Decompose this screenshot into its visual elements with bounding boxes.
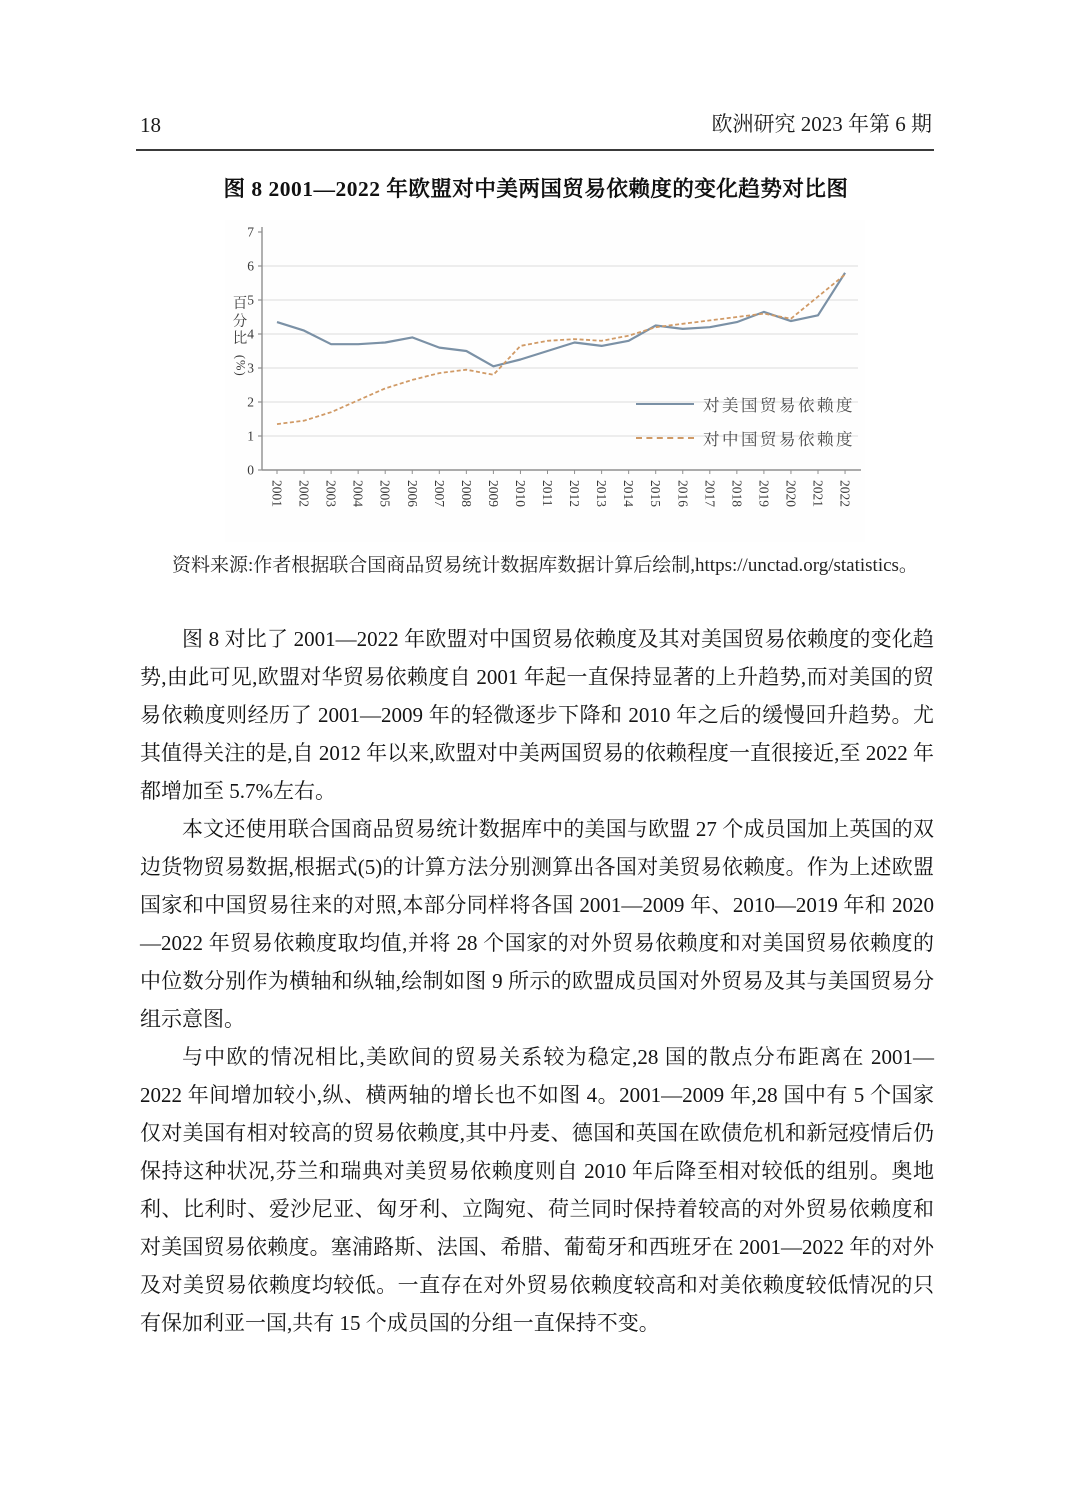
body-text	[140, 620, 934, 1342]
svg-text:0: 0	[247, 462, 254, 478]
us-series-line	[277, 273, 845, 367]
svg-text:3: 3	[247, 360, 254, 376]
legend-item-china	[636, 426, 855, 450]
svg-text:2019: 2019	[756, 480, 772, 507]
svg-text:2016: 2016	[675, 480, 691, 507]
svg-text:2017: 2017	[702, 480, 718, 507]
chart-legend	[636, 392, 855, 450]
svg-text:2004: 2004	[350, 480, 366, 507]
page-number: 18	[140, 113, 161, 137]
svg-text:2005: 2005	[377, 480, 393, 507]
svg-text:2011: 2011	[540, 480, 555, 507]
legend-label-china: 对中国贸易依赖度	[703, 430, 855, 449]
svg-text:2013: 2013	[594, 480, 610, 507]
running-head	[140, 108, 932, 138]
figure-8-chart	[225, 220, 865, 542]
svg-text:2018: 2018	[729, 480, 745, 507]
header-rule	[136, 149, 934, 151]
svg-text:2009: 2009	[485, 480, 501, 507]
svg-text:2021: 2021	[810, 480, 826, 507]
svg-text:2020: 2020	[783, 480, 799, 507]
china-line-swatch-icon	[636, 437, 694, 439]
svg-text:2008: 2008	[458, 480, 474, 507]
svg-text:7: 7	[247, 224, 254, 240]
svg-text:6: 6	[247, 258, 254, 274]
x-ticks	[270, 470, 853, 507]
paragraph-2: 本文还使用联合国商品贸易统计数据库中的美国与欧盟 27 个成员国加上英国的双边货物贸易数据,根据式(5)的计算方法分别测算出各国对美贸易依赖度。作为上述欧盟国家和中国贸易往来的对照,本部分同样将各国 2001—2009 年、2010—2019 年和 2020—2022 年贸易依赖度取均值,并将 28 个国家的对外贸易依赖度和对美国贸易依赖度的中位数分别作为横轴和纵轴,绘制如图 9 所示的欧盟成员国对外贸易及其与美国贸易分组示意图。	[140, 817, 934, 1031]
svg-text:2003: 2003	[323, 480, 339, 507]
y-axis-title: 百 分 比 (%)	[232, 296, 248, 377]
svg-text:2006: 2006	[404, 480, 420, 507]
svg-text:2007: 2007	[431, 480, 447, 507]
svg-text:5: 5	[247, 292, 254, 308]
svg-text:2014: 2014	[621, 480, 637, 507]
trend-line-chart	[225, 220, 865, 542]
svg-text:2: 2	[247, 394, 254, 410]
svg-text:2012: 2012	[567, 480, 583, 507]
paragraph-1: 图 8 对比了 2001—2022 年欧盟对中国贸易依赖度及其对美国贸易依赖度的变化趋势,由此可见,欧盟对华贸易依赖度自 2001 年起一直保持显著的上升趋势,而对美国的贸易依赖度则经历了 2001—2009 年的轻微逐步下降和 2010 年之后的缓慢回升趋势。尤其值得关注的是,自 2012 年以来,欧盟对中美两国贸易的依赖程度一直很接近,至 2022 年都增加至 5.7%左右。	[140, 627, 934, 803]
svg-text:2010: 2010	[512, 480, 528, 507]
figure-source-note: 资料来源:作者根据联合国商品贸易统计数据库数据计算后绘制,https://unctad.org/statistics。	[172, 555, 918, 576]
figure-8-title: 图 8 2001—2022 年欧盟对中美两国贸易依赖度的变化趋势对比图	[223, 177, 849, 201]
svg-text:2002: 2002	[296, 480, 312, 507]
svg-text:1: 1	[247, 428, 254, 444]
svg-text:2022: 2022	[837, 480, 853, 507]
svg-text:2001: 2001	[269, 480, 285, 507]
legend-label-us: 对美国贸易依赖度	[703, 396, 855, 415]
svg-text:2015: 2015	[648, 480, 664, 507]
journal-issue-info: 欧洲研究 2023 年第 6 期	[711, 112, 932, 136]
legend-item-us	[636, 392, 855, 416]
us-line-swatch-icon	[636, 403, 694, 405]
paragraph-3: 与中欧的情况相比,美欧间的贸易关系较为稳定,28 国的散点分布距离在 2001—2022 年间增加较小,纵、横两轴的增长也不如图 4。2001—2009 年,28 国中有 5 个国家仅对美国有相对较高的贸易依赖度,其中丹麦、德国和英国在欧债危机和新冠疫情后仍保持这种状况,芬兰和瑞典对美贸易依赖度则自 2010 年后降至相对较低的组别。奥地利、比利时、爱沙尼亚、匈牙利、立陶宛、荷兰同时保持着较高的对外贸易依赖度和对美国贸易依赖度。塞浦路斯、法国、希腊、葡萄牙和西班牙在 2001—2022 年的对外及对美贸易依赖度均较低。一直存在对外贸易依赖度较高和对美依赖度较低情况的只有保加利亚一国,共有 15 个成员国的分组一直保持不变。	[140, 1045, 934, 1335]
svg-text:4: 4	[247, 326, 254, 342]
